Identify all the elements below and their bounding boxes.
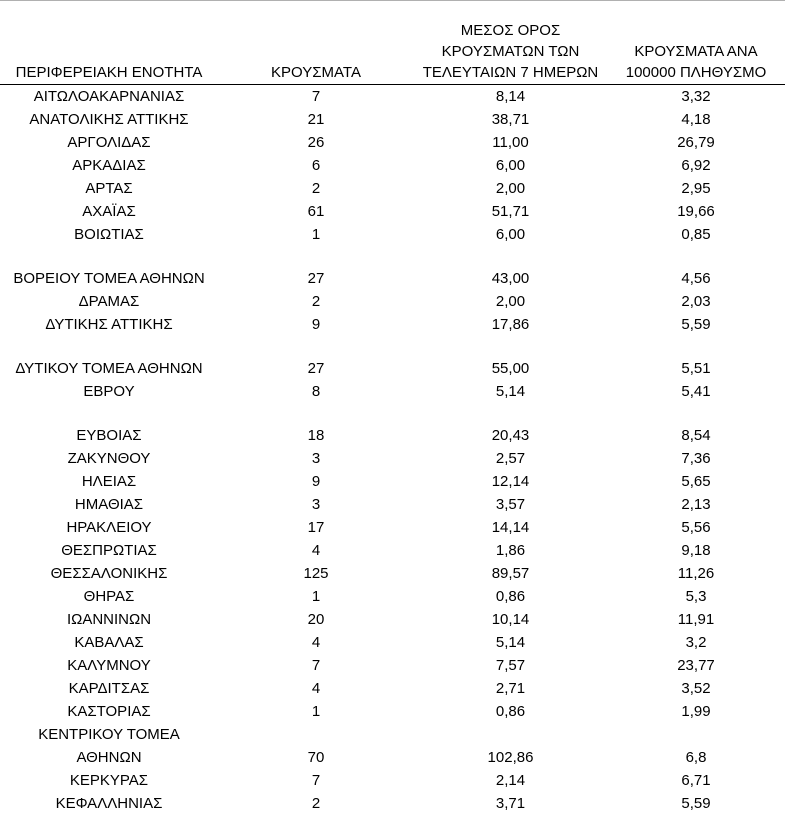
cell-per100k: 11,91 bbox=[677, 611, 715, 628]
table-row bbox=[0, 470, 785, 493]
cell-cases: 70 bbox=[307, 749, 325, 766]
cell-area: ΒΟΡΕΙΟΥ ΤΟΜΕΑ ΑΘΗΝΩΝ bbox=[13, 270, 205, 287]
cell-area: ΔΡΑΜΑΣ bbox=[78, 293, 140, 310]
cell-avg7: 5,14 bbox=[495, 383, 526, 400]
cell-avg7: 102,86 bbox=[487, 749, 534, 766]
top-border-line bbox=[0, 0, 785, 1]
cell-cases: 1 bbox=[311, 226, 321, 243]
cell-area: ΖΑΚΥΝΘΟΥ bbox=[67, 450, 151, 467]
cell-cases: 3 bbox=[311, 496, 321, 513]
cell-per100k: 5,59 bbox=[681, 316, 711, 333]
table-row-wrapped-top bbox=[0, 723, 785, 746]
cell-cases: 61 bbox=[307, 203, 325, 220]
header-per100k: ΚΡΟΥΣΜΑΤΑ ΑΝΑ 100000 ΠΛΗΘΥΣΜΟ bbox=[607, 20, 785, 85]
table-row bbox=[0, 792, 785, 815]
cell-cases: 9 bbox=[311, 473, 321, 490]
table-row bbox=[0, 424, 785, 447]
cell-area: ΗΛΕΙΑΣ bbox=[81, 473, 137, 490]
cell-avg7: 3,71 bbox=[495, 795, 526, 812]
cell-area: ΑΡΚΑΔΙΑΣ bbox=[72, 157, 146, 174]
cell-cases: 20 bbox=[307, 611, 325, 628]
cell-per100k: 3,52 bbox=[681, 680, 711, 697]
cell-area: ΘΕΣΣΑΛΟΝΙΚΗΣ bbox=[50, 565, 168, 582]
cell-avg7: 2,00 bbox=[495, 180, 526, 197]
cell-area: ΔΥΤΙΚΗΣ ΑΤΤΙΚΗΣ bbox=[45, 316, 173, 333]
cell-area: ΔΥΤΙΚΟΥ ΤΟΜΕΑ ΑΘΗΝΩΝ bbox=[15, 360, 203, 377]
cell-avg7: 3,57 bbox=[495, 496, 526, 513]
cell-area-line1: ΚΕΝΤΡΙΚΟΥ ΤΟΜΕΑ bbox=[38, 726, 180, 743]
cell-cases: 1 bbox=[311, 588, 321, 605]
cell-avg7: 12,14 bbox=[491, 473, 530, 490]
table-row bbox=[0, 631, 785, 654]
cell-cases: 125 bbox=[303, 565, 329, 582]
cell-area: ΗΜΑΘΙΑΣ bbox=[74, 496, 144, 513]
header-cases: ΚΡΟΥΣΜΑΤΑ bbox=[218, 20, 414, 85]
cell-per100k: 9,18 bbox=[681, 542, 711, 559]
cell-cases: 7 bbox=[311, 657, 321, 674]
table-row bbox=[0, 562, 785, 585]
table-row bbox=[0, 223, 785, 246]
table-row bbox=[0, 357, 785, 380]
table-row bbox=[0, 654, 785, 677]
table-row bbox=[0, 677, 785, 700]
cell-cases: 2 bbox=[311, 293, 321, 310]
table-row bbox=[0, 108, 785, 131]
table-row bbox=[0, 608, 785, 631]
cell-cases: 18 bbox=[307, 427, 325, 444]
cell-avg7: 17,86 bbox=[491, 316, 530, 333]
cell-area: ΚΑΒΑΛΑΣ bbox=[74, 634, 144, 651]
table-row bbox=[0, 154, 785, 177]
cell-avg7: 6,00 bbox=[495, 226, 526, 243]
cell-avg7: 55,00 bbox=[491, 360, 530, 377]
cell-per100k: 4,18 bbox=[681, 111, 711, 128]
cell-avg7: 6,00 bbox=[495, 157, 526, 174]
cell-avg7: 2,14 bbox=[495, 772, 526, 789]
table-row bbox=[0, 516, 785, 539]
table-row bbox=[0, 700, 785, 723]
cell-area: ΑΝΑΤΟΛΙΚΗΣ ΑΤΤΙΚΗΣ bbox=[29, 111, 189, 128]
table-row bbox=[0, 200, 785, 223]
cell-cases: 8 bbox=[311, 383, 321, 400]
cell-avg7: 51,71 bbox=[491, 203, 530, 220]
cell-area: ΘΗΡΑΣ bbox=[83, 588, 135, 605]
cell-avg7: 43,00 bbox=[491, 270, 530, 287]
cell-avg7: 2,57 bbox=[495, 450, 526, 467]
cell-avg7: 89,57 bbox=[491, 565, 530, 582]
cell-per100k: 3,32 bbox=[681, 88, 711, 105]
table-row bbox=[0, 85, 785, 109]
cell-area: ΘΕΣΠΡΩΤΙΑΣ bbox=[61, 542, 157, 559]
cell-area: ΗΡΑΚΛΕΙΟΥ bbox=[66, 519, 152, 536]
cell-area: ΚΑΡΔΙΤΣΑΣ bbox=[68, 680, 150, 697]
cell-avg7: 11,00 bbox=[492, 134, 529, 151]
cell-cases: 2 bbox=[311, 795, 321, 812]
cell-avg7: 0,86 bbox=[495, 588, 526, 605]
header-area: ΠΕΡΙΦΕΡΕΙΑΚΗ ΕΝΟΤΗΤΑ bbox=[0, 20, 218, 85]
cell-per100k: 1,99 bbox=[681, 703, 711, 720]
cell-area: ΙΩΑΝΝΙΝΩΝ bbox=[66, 611, 152, 628]
cell-per100k: 7,36 bbox=[681, 450, 711, 467]
table-row bbox=[0, 746, 785, 769]
cell-cases: 7 bbox=[311, 88, 321, 105]
cell-cases: 27 bbox=[307, 270, 325, 287]
cell-per100k: 11,26 bbox=[677, 565, 715, 582]
cell-per100k: 2,03 bbox=[681, 293, 711, 310]
cell-avg7: 1,86 bbox=[495, 542, 526, 559]
cell-avg7: 5,14 bbox=[495, 634, 526, 651]
cell-area: ΒΟΙΩΤΙΑΣ bbox=[74, 226, 144, 243]
table-row bbox=[0, 177, 785, 200]
cell-cases: 9 bbox=[311, 316, 321, 333]
blank-row bbox=[0, 403, 785, 424]
table-row bbox=[0, 380, 785, 403]
cell-area: ΑΧΑΪΑΣ bbox=[82, 203, 136, 220]
header-avg7: ΜΕΣΟΣ ΟΡΟΣ ΚΡΟΥΣΜΑΤΩΝ ΤΩΝ ΤΕΛΕΥΤΑΙΩΝ 7 ΗΜΕΡΩΝ bbox=[414, 20, 607, 85]
cell-per100k: 6,92 bbox=[681, 157, 711, 174]
table-row bbox=[0, 769, 785, 792]
cell-area: ΑΙΤΩΛΟΑΚΑΡΝΑΝΙΑΣ bbox=[33, 88, 185, 105]
cell-area: ΚΕΦΑΛΛΗΝΙΑΣ bbox=[55, 795, 163, 812]
cell-cases: 2 bbox=[311, 180, 321, 197]
cell-area: ΕΒΡΟΥ bbox=[83, 383, 135, 400]
cell-cases: 3 bbox=[311, 450, 321, 467]
cell-avg7: 8,14 bbox=[495, 88, 526, 105]
table-row bbox=[0, 131, 785, 154]
cell-per100k: 5,65 bbox=[681, 473, 711, 490]
cell-avg7: 2,00 bbox=[495, 293, 526, 310]
table-row bbox=[0, 493, 785, 516]
table-row bbox=[0, 539, 785, 562]
cell-per100k: 26,79 bbox=[677, 134, 715, 151]
cell-avg7: 0,86 bbox=[495, 703, 526, 720]
cell-avg7: 7,57 bbox=[495, 657, 526, 674]
cell-cases: 4 bbox=[311, 680, 321, 697]
cell-area: ΕΥΒΟΙΑΣ bbox=[76, 427, 142, 444]
cell-cases: 21 bbox=[307, 111, 325, 128]
cell-cases: 17 bbox=[307, 519, 325, 536]
cell-cases: 7 bbox=[311, 772, 321, 789]
cell-area-line2: ΑΘΗΝΩΝ bbox=[76, 749, 142, 766]
cell-area: ΑΡΓΟΛΙΔΑΣ bbox=[67, 134, 151, 151]
table-row bbox=[0, 447, 785, 470]
cell-area: ΑΡΤΑΣ bbox=[85, 180, 133, 197]
covid-cases-table bbox=[0, 20, 785, 815]
cell-avg7: 14,14 bbox=[491, 519, 530, 536]
table-row bbox=[0, 290, 785, 313]
table-header-row bbox=[0, 20, 785, 85]
cell-per100k: 6,8 bbox=[685, 749, 707, 766]
cell-per100k: 8,54 bbox=[681, 427, 711, 444]
cell-per100k: 2,95 bbox=[681, 180, 711, 197]
cell-per100k: 5,56 bbox=[681, 519, 711, 536]
cell-avg7: 38,71 bbox=[491, 111, 530, 128]
cell-per100k: 5,41 bbox=[681, 383, 711, 400]
cell-avg7: 20,43 bbox=[491, 427, 530, 444]
cell-cases: 27 bbox=[307, 360, 325, 377]
cell-cases: 4 bbox=[311, 634, 321, 651]
cell-avg7: 10,14 bbox=[491, 611, 530, 628]
cell-avg7: 2,71 bbox=[495, 680, 526, 697]
table-row bbox=[0, 267, 785, 290]
cell-per100k: 2,13 bbox=[681, 496, 711, 513]
cell-per100k: 5,51 bbox=[681, 360, 711, 377]
cell-per100k: 23,77 bbox=[677, 657, 715, 674]
blank-row bbox=[0, 246, 785, 267]
cell-per100k: 0,85 bbox=[681, 226, 711, 243]
cell-cases: 1 bbox=[311, 703, 321, 720]
blank-row bbox=[0, 336, 785, 357]
cell-area: ΚΑΛΥΜΝΟΥ bbox=[67, 657, 151, 674]
cell-cases: 6 bbox=[311, 157, 321, 174]
cell-per100k: 5,59 bbox=[681, 795, 711, 812]
table-row bbox=[0, 585, 785, 608]
cell-per100k: 3,2 bbox=[685, 634, 707, 651]
cell-area: ΚΕΡΚΥΡΑΣ bbox=[69, 772, 149, 789]
cell-area: ΚΑΣΤΟΡΙΑΣ bbox=[67, 703, 151, 720]
cell-per100k: 6,71 bbox=[681, 772, 711, 789]
cell-cases: 26 bbox=[307, 134, 325, 151]
cell-cases: 4 bbox=[311, 542, 321, 559]
cell-per100k: 4,56 bbox=[681, 270, 711, 287]
table-row bbox=[0, 313, 785, 336]
cell-per100k: 5,3 bbox=[685, 588, 707, 605]
cell-per100k: 19,66 bbox=[677, 203, 715, 220]
